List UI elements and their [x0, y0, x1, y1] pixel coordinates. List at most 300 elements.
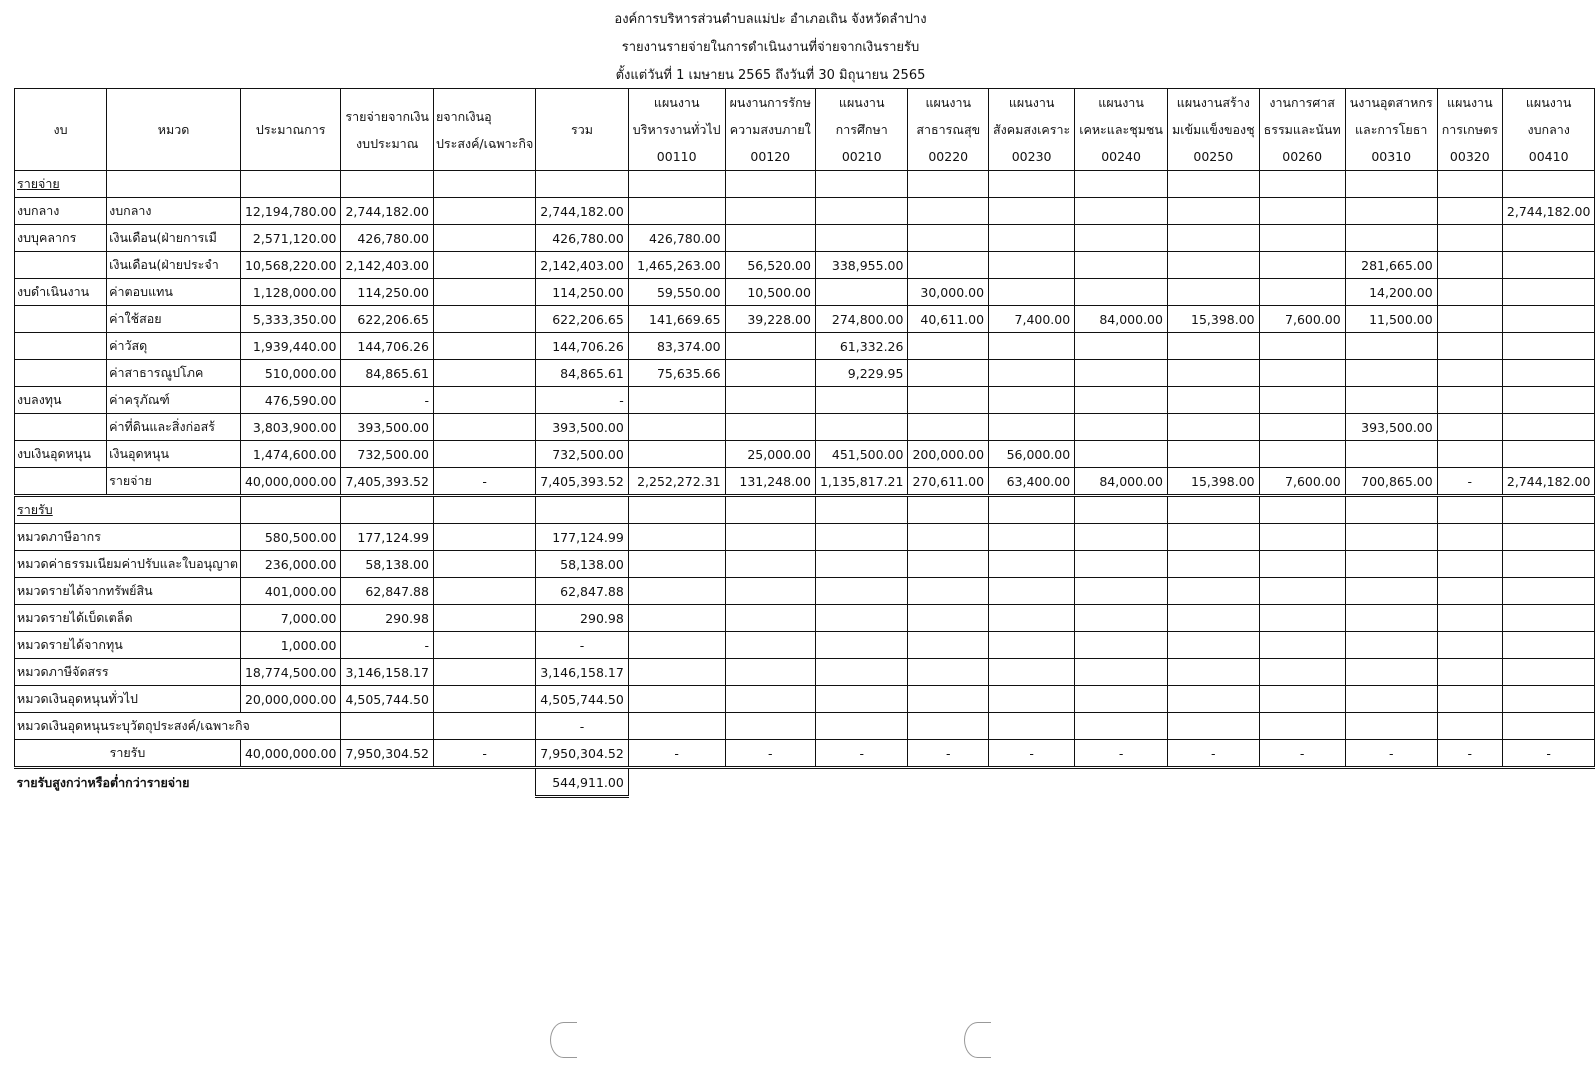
table-cell [908, 768, 989, 797]
total-amount: 1,135,817.21 [815, 468, 908, 496]
summary-row [15, 768, 1595, 797]
table-cell [815, 605, 908, 632]
amount-cell: 84,865.61 [536, 360, 629, 387]
amount-cell [1437, 333, 1502, 360]
table-cell [1167, 605, 1259, 632]
total-amount: - [1075, 740, 1168, 768]
table-cell [725, 768, 815, 797]
amount-cell [1345, 333, 1437, 360]
table-cell [908, 659, 989, 686]
column-header-line: แผนงาน [1098, 95, 1144, 110]
amount-cell [1259, 252, 1345, 279]
table-cell [908, 632, 989, 659]
table-cell [989, 632, 1075, 659]
total-amount: 3,146,158.17 [536, 659, 629, 686]
amount-cell: 114,250.00 [341, 279, 434, 306]
income-category-label: หมวดรายได้จากทรัพย์สิน [15, 578, 241, 605]
budget-group-cell [15, 414, 107, 441]
table-cell [1075, 496, 1168, 524]
table-cell [1345, 713, 1437, 740]
category-cell: ค่าครุภัณฑ์ [107, 387, 241, 414]
table-cell [1075, 171, 1168, 198]
table-cell [433, 686, 535, 713]
amount-cell [725, 225, 815, 252]
estimate-amount: 20,000,000.00 [240, 686, 340, 713]
report-title: รายงานรายจ่ายในการดำเนินงานที่จ่ายจากเงินรายรับ [621, 40, 920, 55]
amount-cell [908, 225, 989, 252]
table-cell [1075, 605, 1168, 632]
column-header-line: 00240 [1101, 149, 1141, 164]
category-cell: ค่าสาธารณูปโภค [107, 360, 241, 387]
amount-cell [1167, 441, 1259, 468]
column-header-line: ประสงค์/เฉพาะกิจ [435, 135, 534, 151]
table-cell [341, 496, 434, 524]
table-cell [1345, 632, 1437, 659]
amount-cell [908, 360, 989, 387]
column-header-line: แผนงาน [1525, 95, 1572, 110]
budget-group-cell [15, 360, 107, 387]
amount-cell [433, 225, 535, 252]
amount-cell [628, 414, 725, 441]
table-cell [908, 578, 989, 605]
table-cell [815, 768, 908, 797]
amount-cell: 3,803,900.00 [240, 414, 340, 441]
amount-cell: 393,500.00 [536, 414, 629, 441]
table-cell [815, 686, 908, 713]
table-cell [1167, 171, 1259, 198]
total-amount: - [536, 713, 629, 740]
table-cell [628, 713, 725, 740]
table-cell [628, 171, 725, 198]
amount-cell: 56,000.00 [989, 441, 1075, 468]
amount-cell [1167, 387, 1259, 414]
table-cell [1345, 551, 1437, 578]
amount-cell [1259, 279, 1345, 306]
amount-cell: 451,500.00 [815, 441, 908, 468]
table-cell [628, 578, 725, 605]
amount-cell [989, 414, 1075, 441]
budget-amount: 62,847.88 [341, 578, 434, 605]
estimate-amount: 580,500.00 [240, 524, 340, 551]
amount-cell [1437, 198, 1502, 225]
amount-cell [433, 198, 535, 225]
amount-cell: 2,744,182.00 [536, 198, 629, 225]
amount-cell [1167, 360, 1259, 387]
table-cell [908, 713, 989, 740]
table-cell [1075, 686, 1168, 713]
table-cell [628, 605, 725, 632]
table-cell [433, 659, 535, 686]
amount-cell [815, 198, 908, 225]
total-amount: - [536, 632, 629, 659]
amount-cell: 2,142,403.00 [536, 252, 629, 279]
table-cell [1167, 768, 1259, 797]
amount-cell [989, 387, 1075, 414]
table-cell [989, 551, 1075, 578]
total-amount: - [908, 740, 989, 768]
table-cell [1502, 551, 1595, 578]
amount-cell [908, 333, 989, 360]
column-header [240, 89, 340, 171]
column-header [1502, 89, 1595, 171]
amount-cell: 5,333,350.00 [240, 306, 340, 333]
table-row [15, 713, 1595, 740]
amount-cell [433, 333, 535, 360]
amount-cell: 1,474,600.00 [240, 441, 340, 468]
amount-cell [1075, 279, 1168, 306]
column-header-line: สาธารณสุข [916, 122, 981, 137]
amount-cell [1345, 387, 1437, 414]
table-row [15, 387, 1595, 414]
amount-cell [1502, 333, 1595, 360]
amount-cell: 426,780.00 [341, 225, 434, 252]
amount-cell [1345, 198, 1437, 225]
table-cell [1259, 686, 1345, 713]
budget-amount: 4,505,744.50 [341, 686, 434, 713]
amount-cell: 83,374.00 [628, 333, 725, 360]
amount-cell [1502, 252, 1595, 279]
table-cell [240, 171, 340, 198]
amount-cell [1259, 360, 1345, 387]
amount-cell [725, 387, 815, 414]
budget-amount: 3,146,158.17 [341, 659, 434, 686]
amount-cell [989, 279, 1075, 306]
table-row [15, 632, 1595, 659]
budget-amount: 177,124.99 [341, 524, 434, 551]
amount-cell: 622,206.65 [536, 306, 629, 333]
table-cell [628, 496, 725, 524]
total-amount: 62,847.88 [536, 578, 629, 605]
total-label: รายจ่าย [107, 468, 241, 496]
column-header [15, 89, 107, 171]
table-cell [1437, 171, 1502, 198]
summary-value: 544,911.00 [536, 768, 629, 797]
table-cell [989, 496, 1075, 524]
total-amount: - [815, 740, 908, 768]
table-cell [815, 632, 908, 659]
table-cell [433, 632, 535, 659]
amount-cell: 393,500.00 [1345, 414, 1437, 441]
table-cell [725, 171, 815, 198]
category-cell: เงินเดือน(ฝ่ายการเมื [107, 225, 241, 252]
amount-cell: 476,590.00 [240, 387, 340, 414]
total-amount [15, 468, 107, 496]
column-header [433, 89, 535, 171]
total-amount: 15,398.00 [1167, 468, 1259, 496]
column-header-line: ธรรมและนันท [1263, 122, 1341, 137]
table-row [15, 578, 1595, 605]
column-header [341, 89, 434, 171]
table-cell [1167, 632, 1259, 659]
total-amount: - [1259, 740, 1345, 768]
table-row [15, 414, 1595, 441]
table-cell [1437, 713, 1502, 740]
table-cell [628, 686, 725, 713]
category-cell: ค่าตอบแทน [107, 279, 241, 306]
total-amount: - [628, 740, 725, 768]
amount-cell [1075, 333, 1168, 360]
amount-cell: 114,250.00 [536, 279, 629, 306]
amount-cell: 1,128,000.00 [240, 279, 340, 306]
amount-cell [433, 279, 535, 306]
table-row [15, 605, 1595, 632]
total-amount: 40,000,000.00 [240, 740, 340, 768]
column-header-line: แผนงาน [925, 95, 972, 110]
table-row [15, 551, 1595, 578]
income-category-label: หมวดภาษีอากร [15, 524, 241, 551]
table-cell [536, 496, 629, 524]
table-cell [433, 713, 535, 740]
table-cell [1345, 686, 1437, 713]
summary-label: รายรับสูงกว่าหรือต่ำกว่ารายจ่าย [16, 774, 190, 790]
amount-cell [433, 387, 535, 414]
table-cell [1502, 632, 1595, 659]
amount-cell [908, 387, 989, 414]
table-cell [1437, 496, 1502, 524]
column-header-line: ยจากเงินอุ [435, 108, 492, 124]
table-cell [989, 171, 1075, 198]
table-cell [1437, 524, 1502, 551]
table-cell [725, 632, 815, 659]
amount-cell [725, 414, 815, 441]
amount-cell [1437, 252, 1502, 279]
income-category-label: หมวดรายได้จากทุน [15, 632, 241, 659]
column-header-line: หมวด [157, 122, 190, 137]
amount-cell [1075, 225, 1168, 252]
amount-cell: 10,568,220.00 [240, 252, 340, 279]
total-amount: 290.98 [536, 605, 629, 632]
table-cell [628, 551, 725, 578]
column-header-line: 00110 [656, 149, 697, 164]
income-category-label: หมวดค่าธรรมเนียมค่าปรับและใบอนุญาต [15, 551, 241, 578]
table-cell [628, 524, 725, 551]
table-cell [341, 171, 434, 198]
amount-cell: 338,955.00 [815, 252, 908, 279]
amount-cell: 426,780.00 [536, 225, 629, 252]
total-amount: 2,252,272.31 [628, 468, 725, 496]
table-cell [989, 686, 1075, 713]
amount-cell: 7,600.00 [1259, 306, 1345, 333]
table-cell [1502, 605, 1595, 632]
budget-amount: - [341, 632, 434, 659]
total-label: รายรับ [15, 740, 241, 768]
estimate-amount: 18,774,500.00 [240, 659, 340, 686]
budget-amount [341, 713, 434, 740]
amount-cell [989, 360, 1075, 387]
total-amount: 131,248.00 [725, 468, 815, 496]
amount-cell: 144,706.26 [536, 333, 629, 360]
amount-cell [433, 414, 535, 441]
amount-cell: - [536, 387, 629, 414]
amount-cell [815, 414, 908, 441]
table-cell [1259, 551, 1345, 578]
total-amount: - [1437, 468, 1502, 496]
table-row [15, 279, 1595, 306]
amount-cell [1345, 360, 1437, 387]
table-row [15, 360, 1595, 387]
table-cell [989, 713, 1075, 740]
column-header-line: นงานอุตสาหกร [1349, 95, 1433, 110]
category-cell: เงินเดือน(ฝ่ายประจำ [107, 252, 241, 279]
column-header-line: งานการศาส [1269, 95, 1335, 110]
section-label: รายจ่าย [15, 171, 107, 198]
amount-cell: 59,550.00 [628, 279, 725, 306]
column-header-line: แผนงานสร้าง [1176, 95, 1250, 110]
expense-report-table [14, 88, 1595, 798]
amount-cell [1437, 225, 1502, 252]
table-cell [1167, 713, 1259, 740]
category-cell: งบกลาง [107, 198, 241, 225]
table-cell [1075, 632, 1168, 659]
amount-cell [989, 225, 1075, 252]
table-cell [815, 496, 908, 524]
table-cell [908, 496, 989, 524]
amount-cell [433, 252, 535, 279]
table-cell [1259, 578, 1345, 605]
table-cell [908, 171, 989, 198]
table-cell [1345, 171, 1437, 198]
amount-cell [1259, 414, 1345, 441]
table-cell [908, 524, 989, 551]
table-cell [1075, 768, 1168, 797]
table-cell [908, 551, 989, 578]
total-amount: 40,000,000.00 [240, 468, 340, 496]
amount-cell: 84,865.61 [341, 360, 434, 387]
table-row [15, 333, 1595, 360]
total-amount: 177,124.99 [536, 524, 629, 551]
table-row [15, 659, 1595, 686]
table-cell [1502, 496, 1595, 524]
table-row [15, 306, 1595, 333]
table-cell [536, 171, 629, 198]
estimate-amount: 236,000.00 [240, 551, 340, 578]
amount-cell [1345, 225, 1437, 252]
table-cell [815, 171, 908, 198]
table-cell [1259, 632, 1345, 659]
amount-cell: - [341, 387, 434, 414]
amount-cell [1502, 360, 1595, 387]
column-header-line: ความสงบภายใ [729, 122, 811, 137]
column-header-line: รวม [571, 122, 594, 137]
table-cell [725, 686, 815, 713]
column-header-line: 00410 [1528, 149, 1569, 164]
column-header-line: งบกลาง [1527, 122, 1570, 137]
table-cell [1167, 686, 1259, 713]
total-amount: 270,611.00 [908, 468, 989, 496]
amount-cell [1075, 252, 1168, 279]
amount-cell [628, 198, 725, 225]
amount-cell: 1,465,263.00 [628, 252, 725, 279]
total-amount: - [989, 740, 1075, 768]
table-cell [725, 524, 815, 551]
section-label: รายรับ [15, 496, 241, 524]
column-header [1345, 89, 1437, 171]
budget-group-cell [15, 252, 107, 279]
income-category-label: หมวดภาษีจัดสรร [15, 659, 241, 686]
punch-hole-mark [550, 1022, 577, 1058]
table-cell [725, 659, 815, 686]
table-row [15, 198, 1595, 225]
table-cell [725, 496, 815, 524]
amount-cell [1075, 387, 1168, 414]
total-amount: 58,138.00 [536, 551, 629, 578]
table-row [15, 225, 1595, 252]
column-header [1167, 89, 1259, 171]
amount-cell [908, 252, 989, 279]
budget-group-cell: งบเงินอุดหนุน [15, 441, 107, 468]
amount-cell: 9,229.95 [815, 360, 908, 387]
amount-cell: 144,706.26 [341, 333, 434, 360]
amount-cell: 12,194,780.00 [240, 198, 340, 225]
budget-group-cell: งบลงทุน [15, 387, 107, 414]
amount-cell [1502, 414, 1595, 441]
amount-cell [815, 387, 908, 414]
table-cell [1075, 713, 1168, 740]
amount-cell: 510,000.00 [240, 360, 340, 387]
amount-cell [1502, 306, 1595, 333]
report-titles [0, 6, 1541, 90]
total-amount: - [1167, 740, 1259, 768]
amount-cell [989, 252, 1075, 279]
table-cell [1259, 171, 1345, 198]
amount-cell: 426,780.00 [628, 225, 725, 252]
total-amount: - [1437, 740, 1502, 768]
table-cell [908, 686, 989, 713]
category-cell: ค่าที่ดินและสิ่งก่อสร้ [107, 414, 241, 441]
total-amount: - [1345, 740, 1437, 768]
amount-cell: 141,669.65 [628, 306, 725, 333]
table-cell [433, 551, 535, 578]
table-cell [1502, 768, 1595, 797]
estimate-amount: 7,000.00 [240, 605, 340, 632]
column-header-line: ผนงานการรักษ [729, 95, 811, 110]
category-cell: เงินอุดหนุน [107, 441, 241, 468]
category-cell: ค่าวัสดุ [107, 333, 241, 360]
column-header-line: การเกษตร [1441, 122, 1498, 137]
amount-cell [1502, 441, 1595, 468]
table-cell [1502, 713, 1595, 740]
table-cell [908, 605, 989, 632]
total-amount: 700,865.00 [1345, 468, 1437, 496]
table-cell [1345, 578, 1437, 605]
amount-cell [1437, 306, 1502, 333]
total-amount: - [725, 740, 815, 768]
income-category-label: หมวดรายได้เบ็ดเตล็ด [15, 605, 241, 632]
amount-cell: 622,206.65 [341, 306, 434, 333]
budget-group-cell: งบกลาง [15, 198, 107, 225]
amount-cell [1437, 441, 1502, 468]
table-cell [1167, 524, 1259, 551]
amount-cell [815, 279, 908, 306]
amount-cell [1259, 387, 1345, 414]
amount-cell: 281,665.00 [1345, 252, 1437, 279]
budget-group-cell [15, 333, 107, 360]
column-header-line: ประมาณการ [255, 122, 326, 137]
amount-cell [1437, 360, 1502, 387]
table-cell [1437, 632, 1502, 659]
column-header-line: 00250 [1193, 149, 1234, 164]
table-cell [107, 171, 241, 198]
amount-cell: 1,939,440.00 [240, 333, 340, 360]
table-cell [725, 713, 815, 740]
column-header [536, 89, 629, 171]
table-cell [1437, 768, 1502, 797]
total-amount: - [1502, 740, 1595, 768]
amount-cell [1075, 360, 1168, 387]
table-cell [1502, 686, 1595, 713]
column-header [1259, 89, 1345, 171]
table-cell [628, 632, 725, 659]
